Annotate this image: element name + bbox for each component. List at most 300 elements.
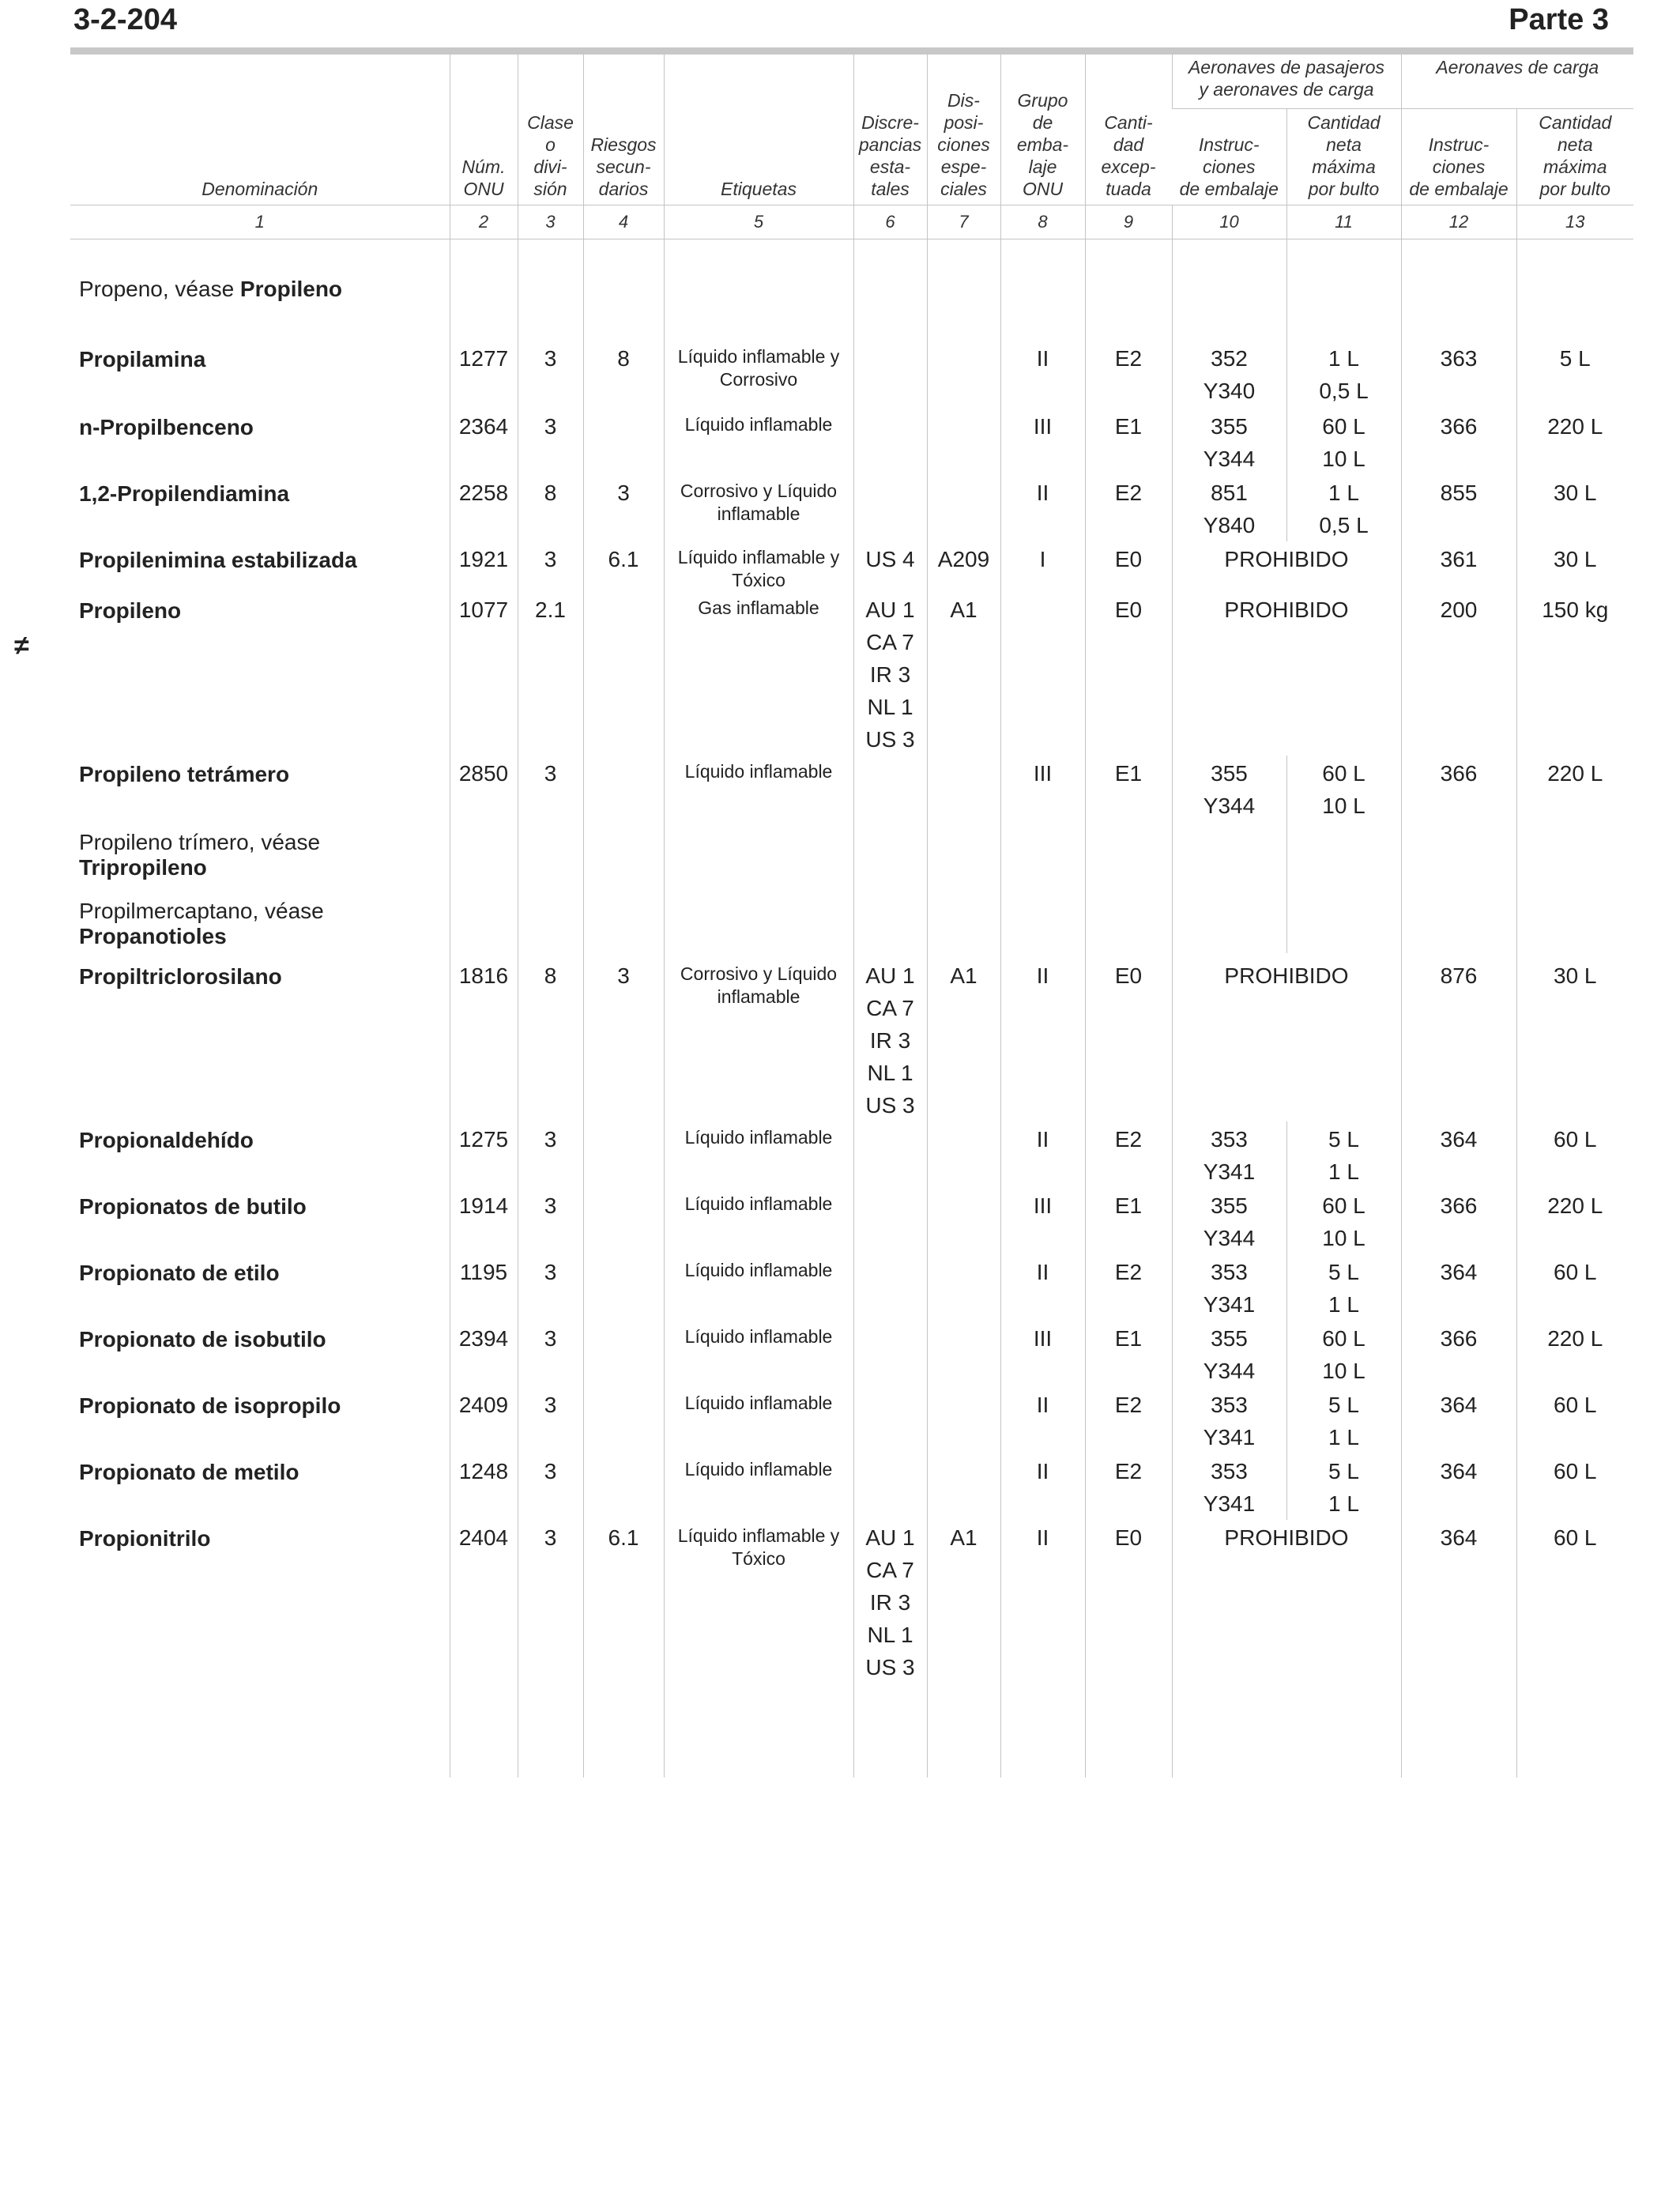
- pax-packing-instruction-line: Y344: [1203, 1226, 1256, 1250]
- table-row: [70, 541, 1633, 592]
- un-number: 2850: [450, 756, 518, 822]
- header-line: de embalaje: [1179, 178, 1279, 199]
- pax-max-quantity: [1286, 407, 1401, 475]
- special-provisions: [927, 1254, 1000, 1321]
- substance-name-bold: n-Propilbenceno: [79, 415, 254, 439]
- pax-max-quantity: [1286, 1321, 1401, 1387]
- pax-packing-instruction: [1172, 756, 1286, 822]
- hazard-label-line: Corrosivo y Líquido: [680, 481, 838, 501]
- pax-packing-instruction-line: Y840: [1203, 513, 1256, 537]
- pax-max-quantity-line: 1 L: [1328, 1425, 1359, 1449]
- special-provisions: [927, 1453, 1000, 1520]
- un-number: 1077: [450, 592, 518, 756]
- class-division: [518, 822, 583, 888]
- header-line: laje: [1028, 156, 1057, 177]
- un-number: [450, 822, 518, 888]
- subsidiary-risk: [583, 822, 664, 888]
- subsidiary-risk: [583, 1122, 664, 1188]
- table-row: [70, 756, 1633, 822]
- table-row: [70, 1122, 1633, 1188]
- hazard-labels: [664, 407, 853, 475]
- state-variations: [853, 1188, 927, 1254]
- state-variations: [853, 822, 927, 888]
- cargo-packing-instruction: 364: [1401, 1122, 1516, 1188]
- substance-name: [70, 953, 450, 1122]
- special-provisions: [927, 1188, 1000, 1254]
- hazard-label-line: Líquido inflamable: [684, 414, 833, 435]
- excepted-quantity: E1: [1085, 756, 1172, 822]
- special-provisions: [927, 326, 1000, 407]
- special-provisions: [927, 239, 1000, 326]
- packing-group: II: [1000, 1122, 1085, 1188]
- cargo-packing-instruction: 366: [1401, 1188, 1516, 1254]
- pax-packing-instruction-line: Y340: [1203, 379, 1256, 403]
- class-division: 8: [518, 953, 583, 1122]
- header-line: ONU: [463, 178, 504, 199]
- hazard-label-line: Líquido inflamable: [684, 1326, 833, 1347]
- packing-group: II: [1000, 1254, 1085, 1321]
- header-line: de: [1032, 111, 1053, 133]
- header-line: pancias: [858, 134, 922, 155]
- substance-name-bold: Propileno tetrámero: [79, 762, 290, 786]
- packing-group: II: [1000, 1520, 1085, 1777]
- state-variations: [853, 1453, 927, 1520]
- hazard-labels: [664, 756, 853, 822]
- un-number: 1195: [450, 1254, 518, 1321]
- col-header-pax-max-quantity: [1286, 108, 1401, 205]
- column-number: 7: [927, 205, 1000, 239]
- state-variations: [853, 407, 927, 475]
- pax-max-quantity: [1286, 1387, 1401, 1453]
- special-provisions: [927, 1387, 1000, 1453]
- header-line: Aeronaves de pasajeros: [1188, 57, 1385, 77]
- state-variations: [853, 1321, 927, 1387]
- header-line: dad: [1113, 134, 1144, 155]
- subsidiary-risk: [583, 1321, 664, 1387]
- table-row: [70, 1520, 1633, 1777]
- pax-max-quantity-line: 0,5 L: [1319, 513, 1369, 537]
- hazard-labels: [664, 239, 853, 326]
- cargo-max-quantity: 30 L: [1516, 541, 1633, 592]
- table-row: [70, 888, 1633, 953]
- hazard-labels: [664, 1188, 853, 1254]
- cargo-max-quantity: 60 L: [1516, 1122, 1633, 1188]
- hazard-label-line: Gas inflamable: [698, 598, 819, 618]
- substance-name-bold: Propionato de metilo: [79, 1460, 299, 1484]
- cargo-packing-instruction: 876: [1401, 953, 1516, 1122]
- part-label: Parte 3: [1509, 3, 1609, 36]
- un-number: 1921: [450, 541, 518, 592]
- class-division: 3: [518, 1122, 583, 1188]
- subsidiary-risk: [583, 1387, 664, 1453]
- table-row: [70, 822, 1633, 888]
- header-line: por bulto: [1539, 178, 1611, 199]
- hazard-label-line: Tóxico: [732, 1548, 785, 1569]
- subsidiary-risk: [583, 756, 664, 822]
- subsidiary-risk: [583, 1453, 664, 1520]
- state-variations: [853, 475, 927, 541]
- excepted-quantity: E2: [1085, 1122, 1172, 1188]
- header-line: por bulto: [1308, 178, 1380, 199]
- un-number: 1816: [450, 953, 518, 1122]
- header-line: ciones: [1203, 156, 1256, 177]
- class-division: [518, 239, 583, 326]
- state-variations: [853, 1387, 927, 1453]
- pax-max-quantity: [1286, 822, 1401, 888]
- excepted-quantity: E2: [1085, 1254, 1172, 1321]
- table-row: [70, 1453, 1633, 1520]
- col-header-un-number: [450, 55, 518, 205]
- header-line: Canti-: [1104, 111, 1153, 133]
- excepted-quantity: E2: [1085, 1453, 1172, 1520]
- cargo-packing-instruction: 364: [1401, 1387, 1516, 1453]
- pax-packing-instruction: [1172, 822, 1286, 888]
- cargo-max-quantity: 220 L: [1516, 1321, 1633, 1387]
- substance-name-bold: 1,2-Propilendiamina: [79, 481, 290, 506]
- substance-name-bold: Tripropileno: [79, 855, 207, 880]
- special-provisions: [927, 888, 1000, 953]
- substance-name: [70, 239, 450, 326]
- state-variations: [853, 1254, 927, 1321]
- substance-name: [70, 1188, 450, 1254]
- substance-name: [70, 407, 450, 475]
- col-header-packing-group: [1000, 55, 1085, 205]
- table-row: [70, 1321, 1633, 1387]
- table-row: [70, 953, 1633, 1122]
- table-body: [70, 239, 1633, 1777]
- col-header-cargo-max-quantity: [1516, 108, 1633, 205]
- hazard-labels: [664, 1122, 853, 1188]
- cargo-packing-instruction: 363: [1401, 326, 1516, 407]
- excepted-quantity: E2: [1085, 1387, 1172, 1453]
- pax-packing-instruction-line: Y341: [1203, 1292, 1256, 1317]
- col-header-subsidiary-risk: [583, 55, 664, 205]
- hazard-labels: [664, 1453, 853, 1520]
- state-variation: AU 1: [865, 963, 915, 988]
- column-number-row: [70, 205, 1633, 239]
- hazard-label-line: inflamable: [717, 986, 800, 1007]
- state-variations: [853, 888, 927, 953]
- cargo-packing-instruction: 364: [1401, 1520, 1516, 1777]
- un-number: 1914: [450, 1188, 518, 1254]
- pax-max-quantity-line: 1 L: [1328, 1491, 1359, 1516]
- see-reference: Propileno trímero, véase: [79, 830, 321, 854]
- pax-max-quantity-line: 1 L: [1328, 1159, 1359, 1184]
- substance-name-bold: Propionatos de butilo: [79, 1194, 307, 1219]
- header-line: sión: [533, 178, 567, 199]
- cargo-packing-instruction: 366: [1401, 1321, 1516, 1387]
- header-line: o: [545, 134, 556, 155]
- subsidiary-risk: [583, 1188, 664, 1254]
- state-variation: AU 1: [865, 1525, 915, 1550]
- header-line: Dis-: [947, 89, 980, 111]
- pax-max-quantity-line: 5 L: [1328, 1459, 1359, 1483]
- cargo-max-quantity: 150 kg: [1516, 592, 1633, 756]
- hazard-label-line: Tóxico: [732, 570, 785, 590]
- column-number: 10: [1172, 205, 1286, 239]
- table-row: [70, 326, 1633, 407]
- pax-packing-instruction-line: Y341: [1203, 1491, 1256, 1516]
- pax-packing-instruction-line: 355: [1211, 1193, 1248, 1218]
- header-line: esta-: [869, 156, 911, 177]
- pax-packing-instruction-line: Y341: [1203, 1159, 1256, 1184]
- see-reference: Propeno, véase: [79, 276, 240, 301]
- substance-name: [70, 592, 450, 756]
- header-line: Cantidad: [1307, 111, 1381, 133]
- page-number: 3-2-204: [73, 3, 177, 36]
- cargo-max-quantity: 60 L: [1516, 1254, 1633, 1321]
- pax-max-quantity-line: 5 L: [1328, 1393, 1359, 1417]
- header-line: emba-: [1016, 134, 1069, 155]
- substance-name-bold: Propionato de isopropilo: [79, 1393, 341, 1418]
- state-variation: IR 3: [869, 1028, 911, 1053]
- excepted-quantity: [1085, 822, 1172, 888]
- cargo-packing-instruction: 361: [1401, 541, 1516, 592]
- un-number: 1248: [450, 1453, 518, 1520]
- hazard-labels: [664, 1254, 853, 1321]
- header-line: Instruc-: [1428, 134, 1490, 155]
- class-division: [518, 888, 583, 953]
- header-line: ONU: [1022, 178, 1064, 199]
- class-division: 3: [518, 1453, 583, 1520]
- table-row: [70, 475, 1633, 541]
- cargo-packing-instruction: 366: [1401, 756, 1516, 822]
- header-line: y aeronaves de carga: [1199, 79, 1374, 100]
- packing-group: [1000, 822, 1085, 888]
- group-header-passenger-aircraft: [1172, 55, 1401, 108]
- hazard-label-line: Líquido inflamable y: [677, 346, 840, 367]
- pax-max-quantity: [1286, 326, 1401, 407]
- column-number: 13: [1516, 205, 1633, 239]
- header-line: Clase: [527, 111, 574, 133]
- hazard-labels: [664, 541, 853, 592]
- packing-group: II: [1000, 1387, 1085, 1453]
- cargo-packing-instruction: 855: [1401, 475, 1516, 541]
- class-division: 3: [518, 1254, 583, 1321]
- column-number: 8: [1000, 205, 1085, 239]
- header-line: neta: [1557, 134, 1593, 155]
- cargo-max-quantity: 5 L: [1516, 326, 1633, 407]
- header-line: ciones: [937, 134, 990, 155]
- class-division: 3: [518, 541, 583, 592]
- column-number: 5: [664, 205, 853, 239]
- cargo-max-quantity: 60 L: [1516, 1520, 1633, 1777]
- substance-name-bold: Propiltriclorosilano: [79, 964, 282, 989]
- pax-max-quantity: [1286, 1188, 1401, 1254]
- hazard-label-line: Líquido inflamable: [684, 1260, 833, 1280]
- header-line: divi-: [533, 156, 567, 177]
- pax-max-quantity-line: 5 L: [1328, 1260, 1359, 1284]
- un-number: 2404: [450, 1520, 518, 1777]
- pax-packing-instruction-line: 353: [1211, 1459, 1248, 1483]
- pax-packing-instruction-line: 353: [1211, 1260, 1248, 1284]
- class-division: 3: [518, 407, 583, 475]
- state-variation: NL 1: [867, 1061, 913, 1085]
- excepted-quantity: E0: [1085, 953, 1172, 1122]
- pax-packing-instruction-line: Y344: [1203, 447, 1256, 471]
- header-line: Núm.: [461, 156, 506, 177]
- pax-max-quantity-line: 1 L: [1328, 481, 1359, 505]
- substance-name: [70, 888, 450, 953]
- col-header-excepted-quantity: [1085, 55, 1172, 205]
- class-division: 3: [518, 326, 583, 407]
- hazard-labels: [664, 592, 853, 756]
- hazard-labels: [664, 888, 853, 953]
- pax-packing-instruction: [1172, 888, 1286, 953]
- state-variations: [853, 541, 927, 592]
- substance-name-bold: Propanotioles: [79, 924, 227, 948]
- header-line: tales: [871, 178, 910, 199]
- pax-max-quantity-line: 5 L: [1328, 1127, 1359, 1152]
- state-variation: IR 3: [869, 662, 911, 687]
- cargo-packing-instruction: [1401, 822, 1516, 888]
- subsidiary-risk: 3: [583, 953, 664, 1122]
- class-division: 3: [518, 1387, 583, 1453]
- pax-max-quantity-line: 10 L: [1322, 794, 1365, 818]
- cargo-max-quantity: 220 L: [1516, 407, 1633, 475]
- column-number: 3: [518, 205, 583, 239]
- header-line: excep-: [1101, 156, 1156, 177]
- pax-packing-instruction-line: 355: [1211, 414, 1248, 439]
- table-row: [70, 407, 1633, 475]
- pax-prohibited: PROHIBIDO: [1172, 1520, 1401, 1777]
- state-variation: NL 1: [867, 1623, 913, 1647]
- pax-packing-instruction-line: 353: [1211, 1127, 1248, 1152]
- excepted-quantity: E1: [1085, 1321, 1172, 1387]
- pax-packing-instruction-line: Y344: [1203, 794, 1256, 818]
- pax-packing-instruction: [1172, 326, 1286, 407]
- hazard-label-line: Líquido inflamable: [684, 761, 833, 782]
- cargo-packing-instruction: 364: [1401, 1254, 1516, 1321]
- header-line: Cantidad: [1539, 111, 1612, 133]
- pax-max-quantity-line: 60 L: [1322, 761, 1365, 786]
- pax-max-quantity: [1286, 239, 1401, 326]
- dangerous-goods-table: [70, 55, 1633, 1777]
- packing-group: II: [1000, 953, 1085, 1122]
- class-division: 8: [518, 475, 583, 541]
- header-line: Aeronaves de carga: [1436, 57, 1599, 77]
- substance-name-bold: Propionitrilo: [79, 1526, 211, 1551]
- header-line: Grupo: [1017, 89, 1068, 111]
- pax-packing-instruction: [1172, 1321, 1286, 1387]
- substance-name: [70, 541, 450, 592]
- special-provisions: A1: [927, 1520, 1000, 1777]
- state-variation: US 3: [865, 1093, 915, 1118]
- subsidiary-risk: 6.1: [583, 1520, 664, 1777]
- state-variation: CA 7: [866, 630, 914, 654]
- hazard-labels: [664, 822, 853, 888]
- pax-max-quantity: [1286, 1453, 1401, 1520]
- special-provisions: [927, 822, 1000, 888]
- hazard-labels: [664, 1387, 853, 1453]
- substance-name-bold: Propionaldehído: [79, 1128, 254, 1152]
- packing-group: II: [1000, 475, 1085, 541]
- cargo-max-quantity: [1516, 888, 1633, 953]
- subsidiary-risk: [583, 592, 664, 756]
- cargo-max-quantity: [1516, 239, 1633, 326]
- cargo-max-quantity: [1516, 822, 1633, 888]
- state-variation: AU 1: [865, 598, 915, 622]
- special-provisions: [927, 1321, 1000, 1387]
- header-line: espe-: [940, 156, 987, 177]
- pax-max-quantity-line: 60 L: [1322, 1326, 1365, 1351]
- cargo-max-quantity: 220 L: [1516, 1188, 1633, 1254]
- special-provisions: A209: [927, 541, 1000, 592]
- subsidiary-risk: [583, 1254, 664, 1321]
- cargo-packing-instruction: [1401, 239, 1516, 326]
- substance-name: [70, 1321, 450, 1387]
- pax-packing-instruction: [1172, 1453, 1286, 1520]
- header-rule: [70, 47, 1633, 55]
- group-header-cargo-aircraft: [1401, 55, 1633, 108]
- state-variations: [853, 1122, 927, 1188]
- pax-max-quantity-line: 10 L: [1322, 1359, 1365, 1383]
- special-provisions: [927, 475, 1000, 541]
- substance-name: [70, 822, 450, 888]
- state-variation: NL 1: [867, 695, 913, 719]
- subsidiary-risk: [583, 888, 664, 953]
- cargo-packing-instruction: [1401, 888, 1516, 953]
- column-number: 2: [450, 205, 518, 239]
- substance-name: [70, 756, 450, 822]
- state-variations: [853, 756, 927, 822]
- hazard-label-line: Líquido inflamable y: [677, 547, 840, 567]
- hazard-label-line: Líquido inflamable: [684, 1393, 833, 1413]
- col-header-state-variations: [853, 55, 927, 205]
- col-header-special-provisions: [927, 55, 1000, 205]
- header-line: tuada: [1106, 178, 1151, 199]
- packing-group: II: [1000, 326, 1085, 407]
- special-provisions: A1: [927, 953, 1000, 1122]
- pax-max-quantity: [1286, 1122, 1401, 1188]
- table-row: [70, 1254, 1633, 1321]
- special-provisions: A1: [927, 592, 1000, 756]
- header-line: ciones: [1432, 156, 1486, 177]
- cargo-packing-instruction: 364: [1401, 1453, 1516, 1520]
- class-division: 2.1: [518, 592, 583, 756]
- substance-name: [70, 1453, 450, 1520]
- subsidiary-risk: 3: [583, 475, 664, 541]
- excepted-quantity: E0: [1085, 592, 1172, 756]
- pax-max-quantity: [1286, 1254, 1401, 1321]
- state-variation: US 3: [865, 1655, 915, 1679]
- header-line: darios: [598, 178, 649, 199]
- state-variation: IR 3: [869, 1590, 911, 1615]
- un-number: [450, 239, 518, 326]
- excepted-quantity: E2: [1085, 326, 1172, 407]
- substance-name: [70, 326, 450, 407]
- pax-max-quantity-line: 10 L: [1322, 447, 1365, 471]
- substance-name-bold: Propileno: [79, 598, 182, 623]
- substance-name-bold: Propionato de isobutilo: [79, 1327, 326, 1351]
- pax-packing-instruction-line: Y341: [1203, 1425, 1256, 1449]
- excepted-quantity: E1: [1085, 407, 1172, 475]
- pax-packing-instruction: [1172, 1387, 1286, 1453]
- pax-packing-instruction: [1172, 407, 1286, 475]
- hazard-label-line: Líquido inflamable: [684, 1459, 833, 1480]
- un-number: 2409: [450, 1387, 518, 1453]
- class-division: 3: [518, 1520, 583, 1777]
- cargo-packing-instruction: 366: [1401, 407, 1516, 475]
- column-number: 4: [583, 205, 664, 239]
- excepted-quantity: E2: [1085, 475, 1172, 541]
- subsidiary-risk: 8: [583, 326, 664, 407]
- packing-group: III: [1000, 1321, 1085, 1387]
- substance-name-bold: Propilenimina estabilizada: [79, 548, 357, 572]
- col-header-name: [70, 55, 450, 205]
- hazard-labels: [664, 953, 853, 1122]
- un-number: 1277: [450, 326, 518, 407]
